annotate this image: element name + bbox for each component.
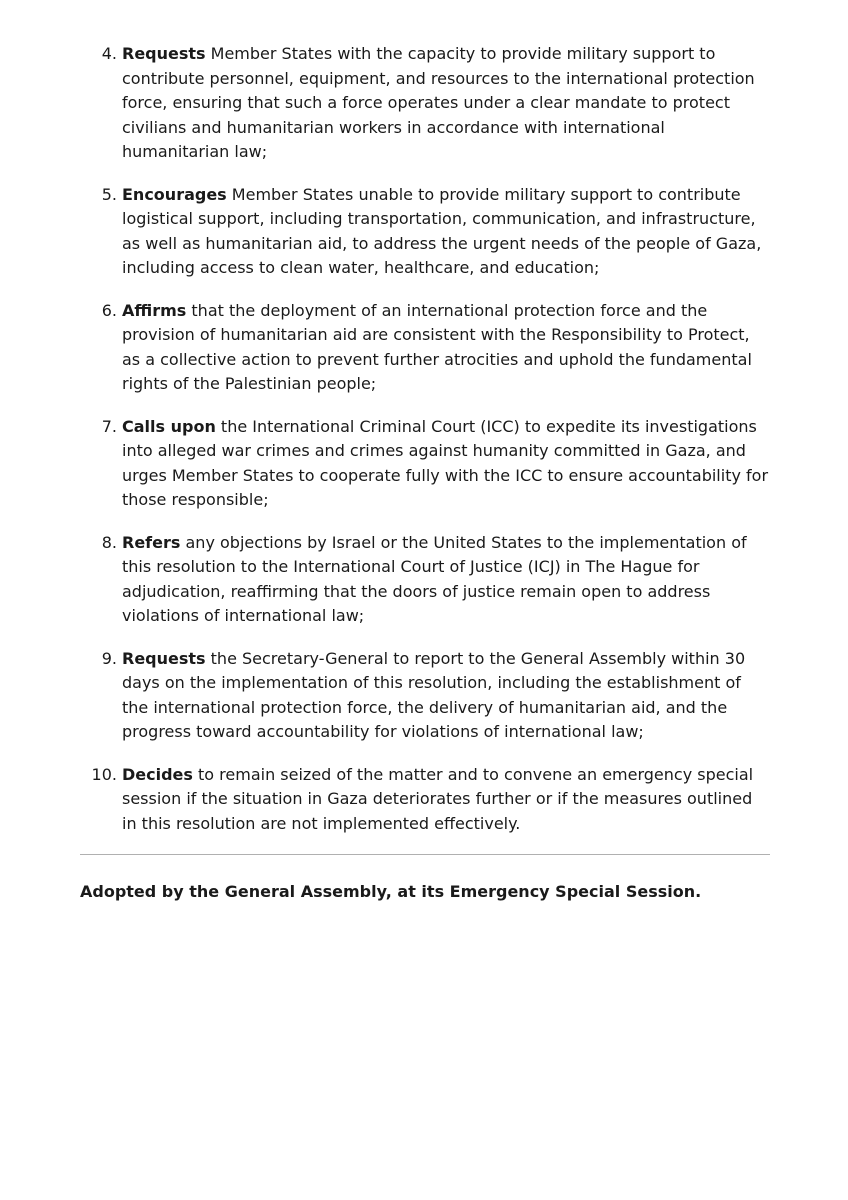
clause-text: [122, 531, 770, 629]
clause-text: [122, 42, 770, 165]
clause-lead-bold: Decides: [122, 764, 193, 784]
clause-number: 4.: [101, 44, 117, 63]
clause-text: [122, 183, 770, 281]
clause-number: 5.: [101, 184, 117, 204]
resolution-clause: [80, 415, 770, 513]
resolution-clause: [80, 647, 770, 745]
divider: [80, 854, 770, 855]
clause-number: 7.: [101, 416, 117, 436]
clause-text: [122, 415, 770, 513]
clause-lead-bold: Requests: [122, 648, 206, 668]
clause-rest: that the deployment of an international protection force and the provision of humanitarian aid are consistent with the Responsibility to Protect, as a collective action to prevent further atrocities and uphold the fundamental rights of the Palestinian people;: [122, 300, 752, 393]
clause-number: 8.: [101, 532, 117, 552]
clause-text: [122, 763, 770, 837]
clause-lead-bold: Encourages: [122, 184, 227, 204]
clause-rest: to remain seized of the matter and to convene an emergency special session if the situation in Gaza deteriorates further or if the measures outlined in this resolution are not implemented effectively.: [122, 764, 754, 833]
clause-rest: the International Criminal Court (ICC) to expedite its investigations into alleged war crimes and crimes against humanity committed in Gaza, and urges Member States to cooperate fully with the ICC to ensure accountability for those responsible;: [122, 416, 769, 509]
document-content: [80, 42, 770, 905]
clause-lead-bold: Requests: [122, 44, 206, 63]
resolution-clause: [80, 763, 770, 837]
clause-number: 9.: [101, 648, 117, 668]
clause-text: [122, 299, 770, 397]
resolution-clause-list: [80, 42, 770, 836]
clause-rest: Member States with the capacity to provide military support to contribute personnel, equipment, and resources to the international protection force, ensuring that such a force operates under a clear mandate to protect civilians and humanitarian workers in accordance with international humanitarian law;: [122, 44, 755, 161]
resolution-clause: [80, 299, 770, 397]
clause-rest: Member States unable to provide military support to contribute logistical support, including transportation, communication, and infrastructure, as well as humanitarian aid, to address the urgent needs of the people of Gaza, including access to clean water, healthcare, and education;: [122, 184, 762, 277]
resolution-clause: [80, 42, 770, 165]
resolution-clause: [80, 531, 770, 629]
clause-lead-bold: Calls upon: [122, 416, 216, 436]
clause-rest: any objections by Israel or the United States to the implementation of this resolution to the International Court of Justice (ICJ) in The Hague for adjudication, reaffirming that the doors of justice remain open to address violations of international law;: [122, 532, 747, 625]
resolution-clause: [80, 183, 770, 281]
clause-text: [122, 647, 770, 745]
clause-lead-bold: Refers: [122, 532, 181, 552]
clause-rest: the Secretary-General to report to the General Assembly within 30 days on the implementation of this resolution, including the establishment of the international protection force, the delivery of humanitarian aid, and the progress toward accountability for violations of international law;: [122, 648, 746, 741]
adoption-note: Adopted by the General Assembly, at its Emergency Special Session.: [80, 882, 702, 901]
clause-number: 6.: [101, 300, 117, 320]
clause-lead-bold: Affirms: [122, 300, 187, 320]
clause-number: 10.: [91, 764, 117, 784]
